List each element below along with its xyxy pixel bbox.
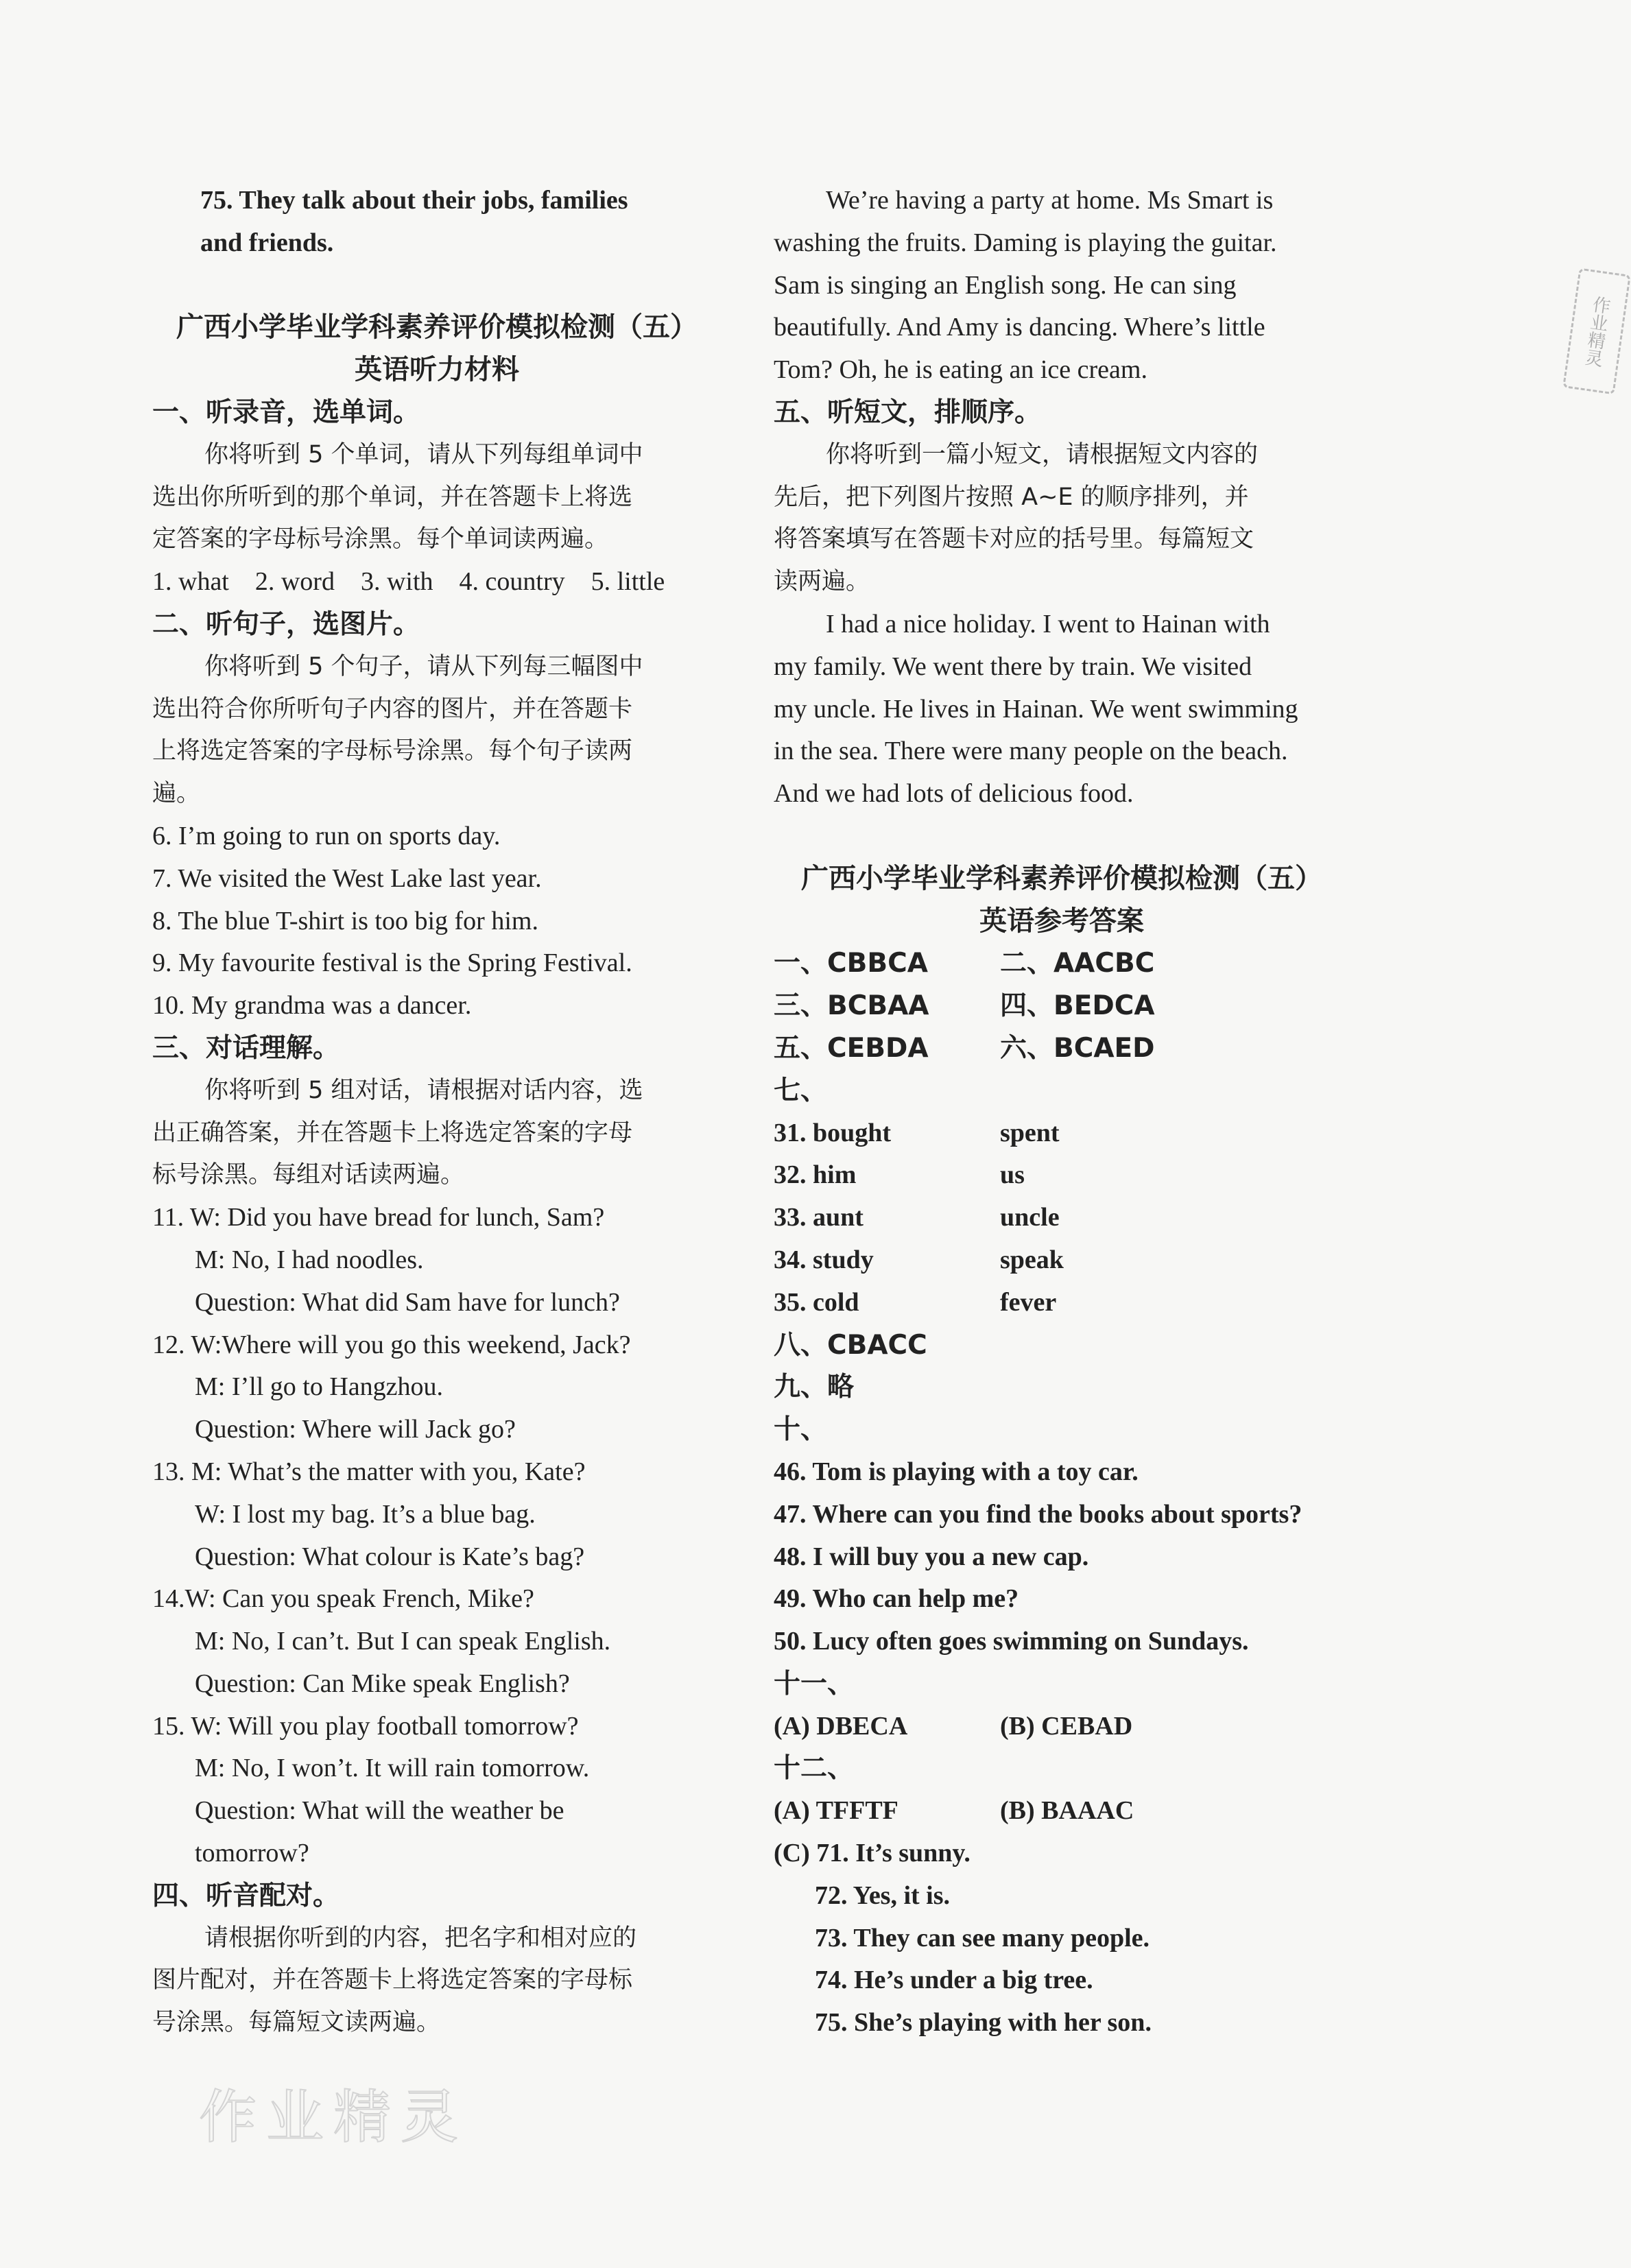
dialog-line: 13. M: What’s the matter with you, Kate? <box>152 1457 586 1486</box>
continued-answer-line2: and friends. <box>200 228 334 257</box>
answer-row: 32. him us <box>774 1160 1025 1190</box>
section-11-heading: 十一、 <box>774 1668 855 1699</box>
continued-answer-line1: 75. They talk about their jobs, families <box>200 186 628 215</box>
section-1-instruction: 你将听到 5 个单词，请从下列每组单词中 <box>204 440 643 468</box>
answer-row: (A) DBECA (B) CEBAD <box>774 1711 1133 1741</box>
list-item: 72. Yes, it is. <box>815 1881 951 1910</box>
list-item: 50. Lucy often goes swimming on Sundays. <box>774 1627 1249 1656</box>
right-column: We’re having a party at home. Ms Smart is washing the fruits. Daming is playing the guitar. Sam is singing an English song. He can sing beautifully. And Amy is dancing. Where’s little Tom? Oh, he is eating an ice cream. 五、听短文，排顺序。 你将听到一篇小短文，请根据短文内容的 先后，把下列图片按照 A~E 的顺序排列，并 将答案填写在答题卡对应的括号里。每篇短文 读两遍。 I had a nice holiday. I went to Hainan with my family. We went there by train. We visited my uncle. He lives in Hainan. We went swimming in the sea. There were many people on the beach. And we had lots of delicious food. 广西小学毕业学科素养评价模拟检测（五） 英语参考答案 一、CBBCA 二、AACBC 三、BCBAA 四、BEDCA 五、CEBDA 六、BCAED 七、 31. bought spent 32. him us 33. aunt uncle 34. study speak 35. cold fever 八、CBACC 九、略 十、 46. Tom is playing with a toy car. 47. Where can you find the books about sports? 48. I will buy you a new cap. 49. Who can help me? 50. Lucy often goes swimming on Sundays. 十一、 (A) DBECA (B) CEBAD 十二、 (A) TFFTF (B) BAAAC (C) 71. It’s sunny. 72. Yes, it is. 73. They can see many people. 74. He’s under a big tree. 75. She’s playing with her son. <box>774 180 1350 2044</box>
list-item: 47. Where can you find the books about sports? <box>774 1499 1302 1529</box>
party-paragraph: We’re having a party at home. Ms Smart is <box>826 186 1274 215</box>
dialog-line: M: No, I can’t. But I can speak English. <box>195 1627 611 1656</box>
section-5-heading: 五、听短文，排顺序。 <box>774 396 1042 428</box>
answer-row: (A) TFFTF (B) BAAAC <box>774 1796 1134 1826</box>
answer-subtitle: 英语参考答案 <box>979 905 1144 937</box>
section-12-heading: 十二、 <box>774 1753 855 1784</box>
story-paragraph: I had a nice holiday. I went to Hainan with <box>826 609 1270 638</box>
dialog-line: 15. W: Will you play football tomorrow? <box>152 1711 579 1741</box>
answer-row: 34. study speak <box>774 1245 1064 1274</box>
list-item: 73. They can see many people. <box>815 1923 1150 1953</box>
answer-row: 35. cold fever <box>774 1287 1057 1317</box>
list-item: 9. My favourite festival is the Spring Festival. <box>152 948 632 978</box>
section-3-heading: 三、对话理解。 <box>152 1032 340 1064</box>
section-1-words: 1. what 2. word 3. with 4. country 5. little <box>152 567 665 597</box>
list-item: 49. Who can help me? <box>774 1584 1019 1614</box>
dialog-line: Question: What did Sam have for lunch? <box>195 1287 620 1317</box>
dialog-line: 12. W:Where will you go this weekend, Jack? <box>152 1330 631 1359</box>
list-item: 46. Tom is playing with a toy car. <box>774 1457 1139 1486</box>
answer-row: 三、BCBAA 四、BEDCA <box>774 990 1155 1022</box>
section-4-heading: 四、听音配对。 <box>152 1880 340 1911</box>
corner-stamp: 作业精灵 <box>1562 268 1631 395</box>
section-2-instruction: 你将听到 5 个句子，请从下列每三幅图中 <box>204 652 643 680</box>
dialog-line: M: No, I won’t. It will rain tomorrow. <box>195 1754 590 1783</box>
answer-row: (C) 71. It’s sunny. <box>774 1839 971 1868</box>
section-5-instruction: 你将听到一篇小短文，请根据短文内容的 <box>826 440 1259 468</box>
section-4-instruction: 请根据你听到的内容，把名字和相对应的 <box>204 1924 637 1952</box>
dialog-line: W: I lost my bag. It’s a blue bag. <box>195 1499 536 1529</box>
section-7-heading: 七、 <box>774 1075 828 1106</box>
section-2-heading: 二、听句子，选图片。 <box>152 608 420 640</box>
list-item: 8. The blue T-shirt is too big for him. <box>152 906 538 935</box>
dialog-line: Question: Where will Jack go? <box>195 1415 516 1444</box>
section-3-instruction: 你将听到 5 组对话，请根据对话内容，选 <box>204 1076 643 1104</box>
watermark: 作业精灵 <box>199 2084 468 2151</box>
section-10-heading: 十、 <box>774 1414 828 1446</box>
list-item: 6. I’m going to run on sports day. <box>152 821 501 850</box>
list-item: 74. He’s under a big tree. <box>815 1966 1093 1995</box>
dialog-line: 11. W: Did you have bread for lunch, Sam? <box>152 1203 605 1232</box>
list-item: 48. I will buy you a new cap. <box>774 1542 1089 1571</box>
list-item: 7. We visited the West Lake last year. <box>152 863 542 893</box>
dialog-line: Question: What colour is Kate’s bag? <box>195 1542 585 1571</box>
answer-row: 31. bought spent <box>774 1118 1060 1147</box>
dialog-line: M: No, I had noodles. <box>195 1245 424 1274</box>
dialog-line: tomorrow? <box>195 1839 309 1868</box>
answer-row: 一、CBBCA 二、AACBC <box>774 948 1155 979</box>
answer-row: 五、CEBDA 六、BCAED <box>774 1032 1155 1064</box>
answer-row: 33. aunt uncle <box>774 1203 1060 1232</box>
dialog-line: 14.W: Can you speak French, Mike? <box>152 1584 534 1614</box>
listening-title: 广西小学毕业学科素养评价模拟检测（五） <box>176 311 698 344</box>
listening-subtitle: 英语听力材料 <box>355 354 519 386</box>
list-item: 75. She’s playing with her son. <box>815 2008 1152 2038</box>
answer-title: 广西小学毕业学科素养评价模拟检测（五） <box>801 862 1322 894</box>
section-9-answer: 九、略 <box>774 1372 855 1403</box>
dialog-line: M: I’ll go to Hangzhou. <box>195 1372 444 1402</box>
section-8-answer: 八、CBACC <box>774 1329 927 1361</box>
section-1-heading: 一、听录音，选单词。 <box>152 396 420 428</box>
dialog-line: Question: Can Mike speak English? <box>195 1669 570 1698</box>
list-item: 10. My grandma was a dancer. <box>152 991 472 1020</box>
left-column: 75. They talk about their jobs, families and friends. 广西小学毕业学科素养评价模拟检测（五） 英语听力材料 一、听录音，选单词。 你将听到 5 个单词，请从下列每组单词中 选出你所听到的那个单词，并在答题卡上将选 定答案的字母标号涂黑。每个单词读两遍。 1. what 2. word 3. with 4. country 5. little 二、听句子，选图片。 你将听到 5 个句子，请从下列每三幅图中 选出符合你所听句子内容的图片，并在答题卡 上将选定答案的字母标号涂黑。每个句子读两 遍。 6. I’m going to run on sports day. 7. We visited the West Lake last year. 8. The blue T-shirt is too big for him. 9. My favourite festival is the Spring Festival. 10. My grandma was a dancer. 三、对话理解。 你将听到 5 组对话，请根据对话内容，选 出正确答案，并在答题卡上将选定答案的字母 标号涂黑。每组对话读两遍。 11. W: Did you have bread for lunch, Sam? M: No, I had noodles. Question: What did Sam have for lunch? 12. W:Where will you go this weekend, Jack? M: I’ll go to Hangzhou. Question: Where will Jack go? 13. M: What’s the matter with you, Kate? W: I lost my bag. It’s a blue bag. Question: What colour is Kate’s bag? 14.W: Can you speak French, Mike? M: No, I can’t. But I can speak English. Question: Can Mike speak English? 15. W: Will you play football tomorrow? M: No, I won’t. It will rain tomorrow. Question: What will the weather be tomorrow? 四、听音配对。 请根据你听到的内容，把名字和相对应的 图片配对，并在答题卡上将选定答案的字母标 号涂黑。每篇短文读两遍。 <box>152 180 722 2044</box>
dialog-line: Question: What will the weather be <box>195 1796 564 1826</box>
